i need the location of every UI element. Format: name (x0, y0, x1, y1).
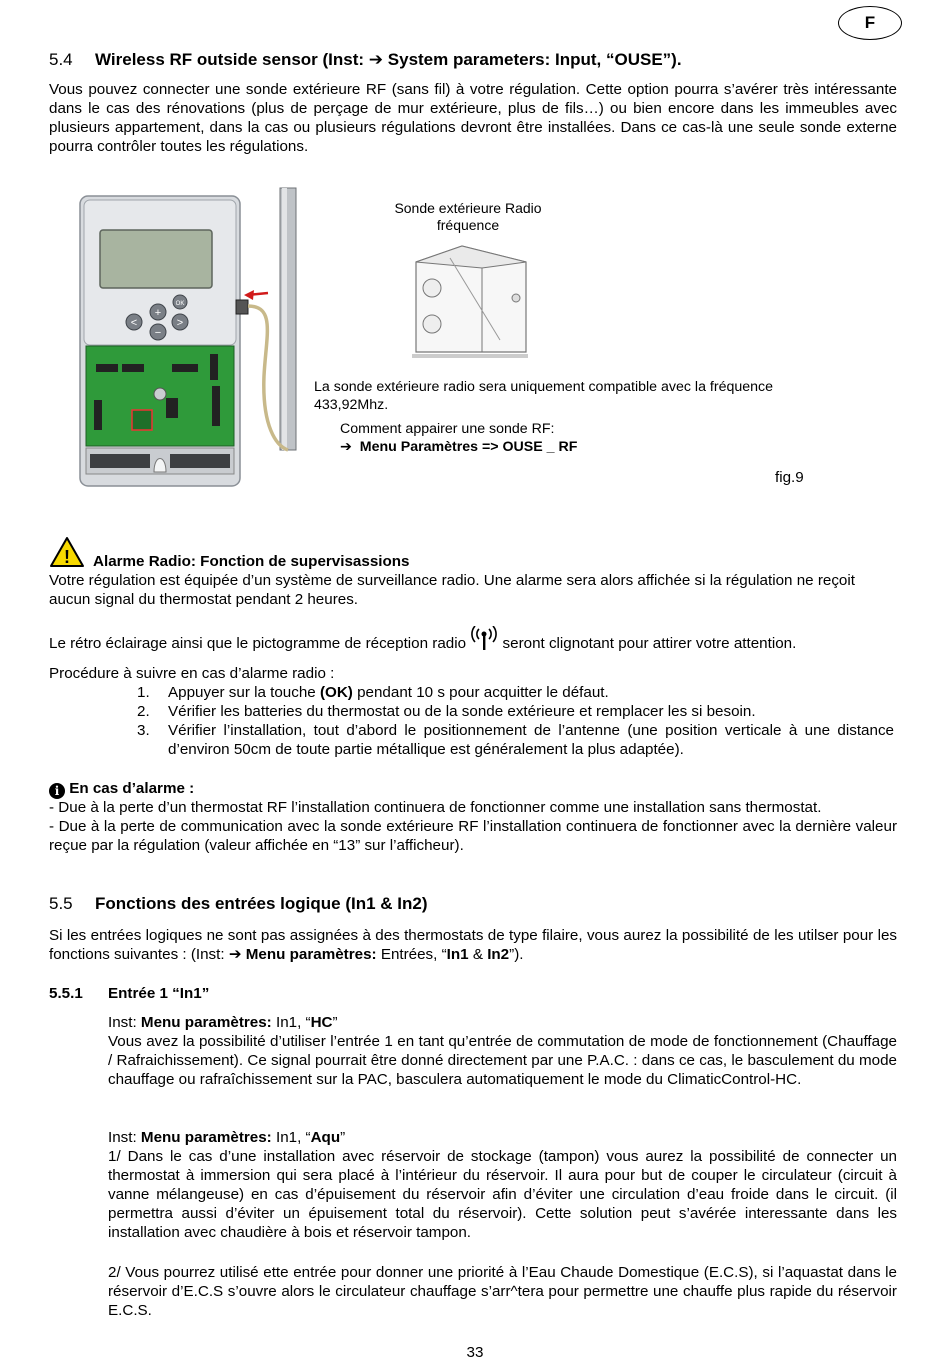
alarm-procedure-title: Procédure à suivre en cas d’alarme radio : (49, 665, 335, 682)
rf-sensor-svg (410, 240, 530, 360)
language-badge: F (838, 6, 902, 40)
section-number: 5.4 (49, 50, 73, 69)
controller-illustration (76, 186, 316, 496)
up-button-label: + (154, 307, 162, 319)
in-case-line-1: - Due à la perte d’un thermostat RF l’installation continuera de fonctionner comme une installation sans thermostat. (49, 799, 822, 816)
arrow-icon: ➔ (340, 439, 352, 455)
arrow-icon: ➔ (368, 50, 384, 69)
hc-label: Inst: Menu paramètres: In1, “HC” (108, 1014, 338, 1031)
alarm-paragraph-1: Votre régulation est équipée d’un système de surveillance radio. Une alarme sera alors affichée si la régulation ne reçoit aucun signal du thermostat pendant 2 heures. (49, 572, 855, 608)
arrow-icon: ➔ (228, 946, 242, 963)
warning-icon (49, 536, 85, 568)
list-item: 2. Vérifier les batteries du thermostat ou de la sonde extérieure et remplacer les si besoin. (137, 703, 756, 720)
section-5-5-intro: Si les entrées logiques ne sont pas assignées à des thermostats de type filaire, vous aurez la possibilité de les utilser pour les fonctions suivantes : (Inst: ➔ Menu paramètres: Entrées, “In1 & In2”). (49, 927, 897, 963)
radio-reception-icon (470, 626, 498, 652)
list-item: 1. Appuyer sur la touche (OK) pendant 10 s pour acquitter le défaut. (137, 684, 609, 701)
info-icon: i (49, 783, 65, 799)
section-number: 5.5 (49, 894, 73, 913)
pairing-instructions: Comment appairer une sonde RF: ➔ Menu Paramètres => OUSE _ RF (340, 421, 578, 455)
left-button-label: < (130, 317, 138, 329)
in-case-of-alarm-title: i En cas d’alarme : (49, 779, 194, 799)
section-5-4-intro: Vous pouvez connecter une sonde extérieure RF (sans fil) à votre régulation. Cette option pourra s’avérer très intéressante dans le cas des rénovations (plus de perçage de mur extérieure, plus de fils…) ou bien encore dans les immeubles avec plusieurs appartement, dans la cas ou plusieurs régulations devront être installées. Dans ce cas-là une seule sonde externe pourra contrôler toutes les régulations. (49, 81, 897, 155)
right-button-label: > (176, 317, 184, 329)
list-item: 3. Vérifier l’installation, tout d’abord le positionnement de l’antenne (une position verticale à une distance d’environ 50cm de toute partie métallique est généralement la plus adaptée). (137, 722, 894, 758)
ok-button-label: OK (175, 301, 185, 307)
down-button-label: − (154, 327, 162, 339)
alarm-paragraph-2: Le rétro éclairage ainsi que le pictogramme de réception radio seront clignotant pour attirer votre attention. (49, 626, 909, 653)
aqu-description-2: 2/ Vous pourrez utilisé ette entrée pour donner une priorité à l’Eau Chaude Domestique (E.C.S), si l’aquastat dans le réservoir d’E.C.S s’ouvre alors le circulateur chauffage s’arr^tera pour permettre une chauffe plus rapide du réservoir E.C.S. (108, 1264, 897, 1319)
lcd-screen (100, 230, 212, 288)
alarm-title: Alarme Radio: Fonction de supervisassions (93, 553, 410, 570)
aqu-label: Inst: Menu paramètres: In1, “Aqu” (108, 1129, 346, 1146)
probe-connector (236, 300, 248, 314)
controller-svg (76, 186, 316, 496)
sensor-caption: Sonde extérieure Radio fréquence (394, 200, 542, 233)
page-number: 33 (466, 1344, 484, 1361)
compatibility-note: La sonde extérieure radio sera uniquement compatible avec la fréquence 433,92Mhz. (314, 379, 774, 413)
figure-label: fig.9 (775, 469, 804, 486)
section-5-5-heading: 5.5 Fonctions des entrées logique (In1 & In2) (49, 894, 428, 913)
hc-description: Vous avez la possibilité d’utiliser l’entrée 1 en tant qu’entrée de commutation de mode de fonctionnement (Chauffage / Rafraichissement). Ce signal pourrait être donné directement par une P.A.C. : dans ce cas, le basculement du mode chauffage ou rafraîchissement sur la PAC, basculera automatiquement le mode du ClimaticControl-HC. (108, 1033, 897, 1088)
in-case-line-2: - Due à la perte de communication avec la sonde extérieure RF l’installation continuera de fonctionner avec la dernière valeur reçue par la régulation (valeur affichée en “13” sur l’afficheur). (49, 818, 897, 854)
subsection-5-5-1-heading: 5.5.1 Entrée 1 “In1” (49, 985, 210, 1002)
aqu-description-1: 1/ Dans le cas d’une installation avec réservoir de stockage (tampon) vous aurez la possibilité de connecter un thermostat à immersion qui sera placé à l’intérieur du réservoir. Il aura pour but de couper le circulateur (circuit à vanne mélangeuse) en cas d’épuisement du réservoir afin d’éviter une circulation d’eau froide dans le circuit. (il permettra aussi d’éviter un épuisement total du réservoir). Cette solution peut s’avérée interessante dans les installation avec chaudière à bois et réservoir tampon. (108, 1148, 897, 1241)
rf-sensor-box-illustration (410, 240, 530, 360)
svg-text:!: ! (64, 547, 70, 567)
section-5-4-heading: 5.4 Wireless RF outside sensor (Inst: ➔ System parameters: Input, “OUSE”). (49, 50, 682, 69)
pairing-menu-path: Menu Paramètres => OUSE _ RF (359, 439, 578, 455)
